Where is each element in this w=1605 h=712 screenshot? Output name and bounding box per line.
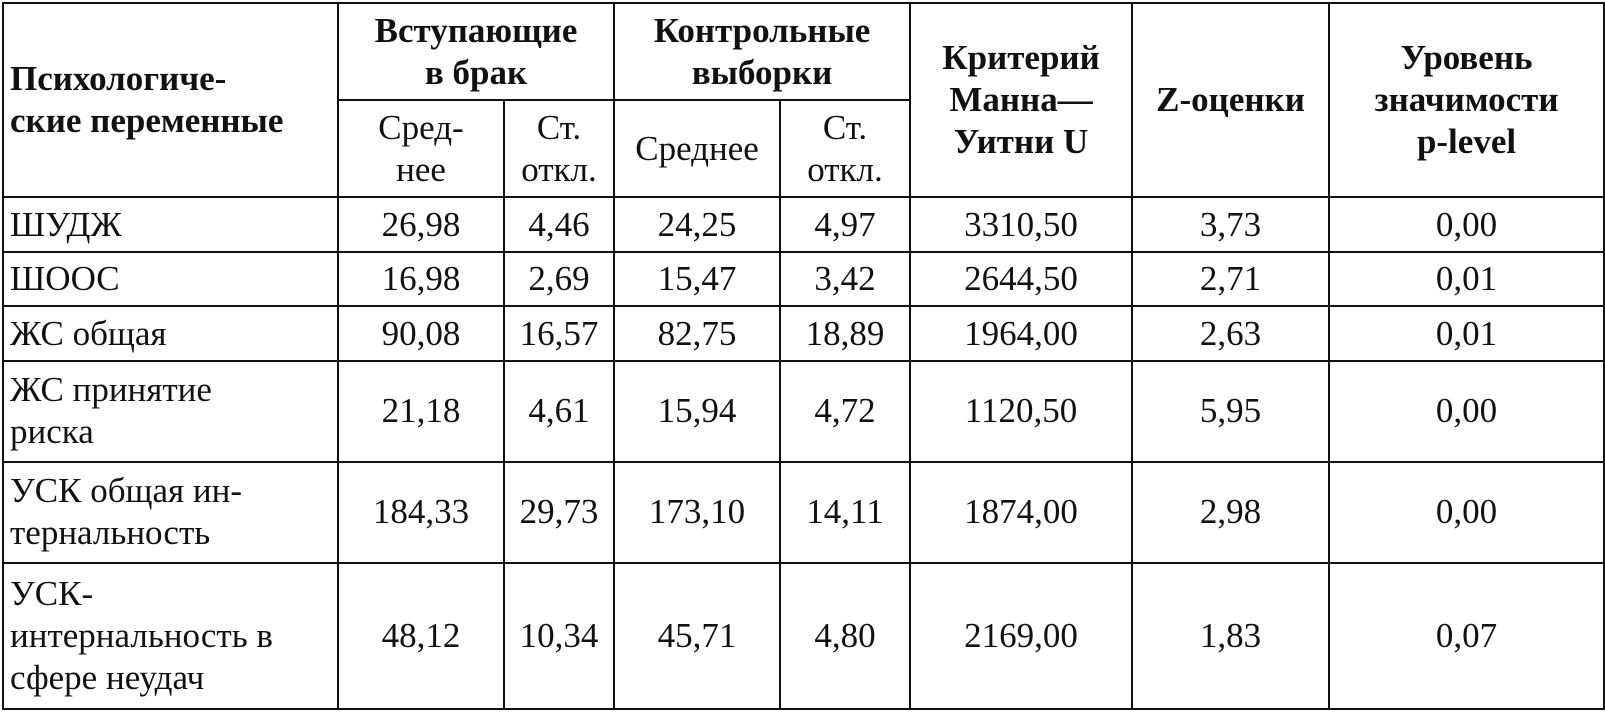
cell-mean-marriage: 21,18	[338, 361, 504, 462]
cell-mann-whitney-u: 1874,00	[910, 462, 1132, 563]
row-variable-name: ШООС	[3, 252, 338, 306]
cell-mean-control: 15,94	[614, 361, 780, 462]
statistics-table	[2, 2, 1605, 710]
cell-mean-marriage: 48,12	[338, 563, 504, 709]
cell-z-score: 2,98	[1132, 462, 1329, 563]
cell-mean-control: 82,75	[614, 306, 780, 361]
cell-std-control: 4,72	[780, 361, 910, 462]
header-variables: Психологиче- ские переменные	[3, 3, 338, 197]
cell-std-marriage: 16,57	[504, 306, 614, 361]
table-row	[3, 197, 1604, 252]
header-group-control: Контрольные выборки	[614, 3, 910, 100]
table-header	[3, 3, 1604, 197]
cell-p-level: 0,00	[1329, 361, 1604, 462]
cell-mann-whitney-u: 2169,00	[910, 563, 1132, 709]
cell-std-control: 3,42	[780, 252, 910, 306]
cell-mean-control: 45,71	[614, 563, 780, 709]
cell-z-score: 5,95	[1132, 361, 1329, 462]
cell-mann-whitney-u: 3310,50	[910, 197, 1132, 252]
header-row-top	[3, 3, 1604, 100]
cell-p-level: 0,00	[1329, 197, 1604, 252]
cell-p-level: 0,01	[1329, 306, 1604, 361]
row-variable-name: ЖС принятие риска	[3, 361, 338, 462]
cell-mean-marriage: 26,98	[338, 197, 504, 252]
cell-std-control: 14,11	[780, 462, 910, 563]
cell-std-control: 4,97	[780, 197, 910, 252]
cell-mann-whitney-u: 1964,00	[910, 306, 1132, 361]
cell-mean-marriage: 90,08	[338, 306, 504, 361]
cell-std-control: 4,80	[780, 563, 910, 709]
cell-mean-control: 173,10	[614, 462, 780, 563]
cell-std-marriage: 4,46	[504, 197, 614, 252]
table-body	[3, 197, 1604, 709]
header-significance: Уровень значимости p-level	[1329, 3, 1604, 197]
cell-z-score: 3,73	[1132, 197, 1329, 252]
header-std-control: Ст. откл.	[780, 100, 910, 197]
header-mean-control: Среднее	[614, 100, 780, 197]
cell-mean-marriage: 184,33	[338, 462, 504, 563]
header-group-marriage: Вступающие в брак	[338, 3, 614, 100]
table-row	[3, 252, 1604, 306]
row-variable-name: УСК общая ин- тернальность	[3, 462, 338, 563]
cell-p-level: 0,00	[1329, 462, 1604, 563]
cell-mean-control: 24,25	[614, 197, 780, 252]
cell-z-score: 2,71	[1132, 252, 1329, 306]
table-row	[3, 361, 1604, 462]
header-z-scores: Z-оценки	[1132, 3, 1329, 197]
header-mann-whitney: Критерий Манна— Уитни U	[910, 3, 1132, 197]
cell-p-level: 0,01	[1329, 252, 1604, 306]
cell-z-score: 2,63	[1132, 306, 1329, 361]
cell-mean-control: 15,47	[614, 252, 780, 306]
cell-z-score: 1,83	[1132, 563, 1329, 709]
row-variable-name: ШУДЖ	[3, 197, 338, 252]
header-mean-marriage: Сред- нее	[338, 100, 504, 197]
table-row	[3, 563, 1604, 709]
cell-std-marriage: 29,73	[504, 462, 614, 563]
header-std-marriage: Ст. откл.	[504, 100, 614, 197]
table-row	[3, 306, 1604, 361]
cell-std-marriage: 10,34	[504, 563, 614, 709]
cell-std-marriage: 4,61	[504, 361, 614, 462]
cell-std-marriage: 2,69	[504, 252, 614, 306]
cell-mann-whitney-u: 1120,50	[910, 361, 1132, 462]
row-variable-name: УСК- интернальность в сфере неудач	[3, 563, 338, 709]
cell-std-control: 18,89	[780, 306, 910, 361]
row-variable-name: ЖС общая	[3, 306, 338, 361]
cell-mann-whitney-u: 2644,50	[910, 252, 1132, 306]
table-row	[3, 462, 1604, 563]
cell-mean-marriage: 16,98	[338, 252, 504, 306]
cell-p-level: 0,07	[1329, 563, 1604, 709]
